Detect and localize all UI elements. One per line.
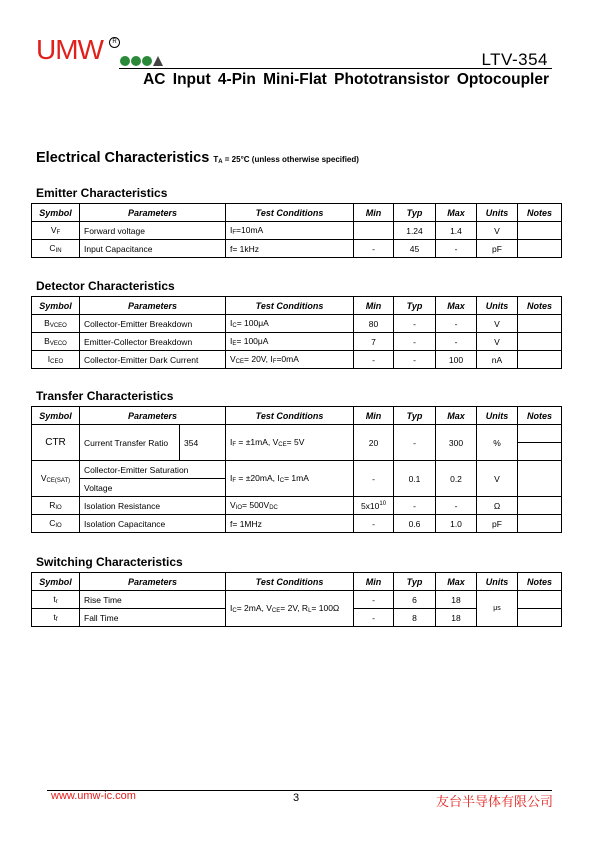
max-cell: 1.4 bbox=[436, 222, 477, 240]
table-header-row bbox=[32, 297, 562, 315]
parameter-cell: Collector-Emitter Saturation bbox=[80, 461, 226, 479]
col-conditions: Test Conditions bbox=[226, 297, 354, 315]
transfer-table bbox=[31, 406, 562, 533]
document-title: AC Input 4-Pin Mini-Flat Phototransistor Optocoupler bbox=[143, 71, 549, 88]
part-cell: 354 bbox=[180, 425, 226, 461]
symbol-cell: $I_{CEO}$ bbox=[32, 351, 80, 369]
min-cell: - bbox=[354, 351, 394, 369]
typ-cell: 1.24 bbox=[394, 222, 436, 240]
typ-cell: 6 bbox=[394, 591, 436, 609]
header-divider bbox=[119, 68, 552, 69]
symbol-cell: CTR bbox=[32, 425, 80, 461]
min-cell: 80 bbox=[354, 315, 394, 333]
units-cell: V bbox=[477, 461, 518, 497]
col-symbol: Symbol bbox=[32, 573, 80, 591]
registered-mark-icon: R bbox=[109, 37, 120, 48]
notes-cell bbox=[518, 351, 562, 369]
switching-table bbox=[31, 572, 562, 627]
notes-cell bbox=[518, 609, 562, 627]
col-max: Max bbox=[436, 204, 477, 222]
symbol-cell: $t_f$ bbox=[32, 609, 80, 627]
notes-cell bbox=[518, 497, 562, 515]
symbol-cell: $V_{CE(SAT)}$ bbox=[32, 461, 80, 497]
table-header-row bbox=[32, 204, 562, 222]
parameter-cell: Current Transfer Ratio bbox=[80, 425, 180, 461]
min-cell: - bbox=[354, 591, 394, 609]
max-cell: 300 bbox=[436, 425, 477, 461]
symbol-cell: $V_F$ bbox=[32, 222, 80, 240]
units-cell: pF bbox=[477, 240, 518, 258]
transfer-heading: Transfer Characteristics bbox=[36, 389, 174, 403]
esd-warning-icon bbox=[153, 56, 163, 66]
table-row bbox=[32, 461, 562, 479]
notes-cell bbox=[518, 425, 562, 443]
company-logo: UMW bbox=[36, 34, 103, 65]
electrical-heading bbox=[36, 150, 359, 166]
certification-icons bbox=[120, 56, 163, 66]
pb-free-icon bbox=[131, 56, 141, 66]
notes-cell bbox=[518, 443, 562, 461]
rohs-icon bbox=[120, 56, 130, 66]
typ-cell: - bbox=[394, 497, 436, 515]
parameter-cell: Isolation Resistance bbox=[80, 497, 226, 515]
temperature-condition: $T_A = 25^\circ C$ (unless otherwise specified) bbox=[213, 155, 359, 165]
symbol-cell: $t_r$ bbox=[32, 591, 80, 609]
units-cell: nA bbox=[477, 351, 518, 369]
notes-cell bbox=[518, 591, 562, 609]
min-cell: 20 bbox=[354, 425, 394, 461]
symbol-cell: $R_{IO}$ bbox=[32, 497, 80, 515]
condition-cell: $I_C= 2mA$, $V_{CE}= 2V$, $R_L= 100\Omega$ bbox=[226, 591, 354, 627]
min-cell: - bbox=[354, 240, 394, 258]
notes-cell bbox=[518, 222, 562, 240]
col-symbol: Symbol bbox=[32, 204, 80, 222]
condition-cell: $I_F=10mA$ bbox=[226, 222, 354, 240]
parameter-cell: Input Capacitance bbox=[80, 240, 226, 258]
col-max: Max bbox=[436, 407, 477, 425]
col-typ: Typ bbox=[394, 407, 436, 425]
table-row bbox=[32, 315, 562, 333]
condition-cell: $V_{CE}= 20V$, $I_F=0mA$ bbox=[226, 351, 354, 369]
max-cell: - bbox=[436, 240, 477, 258]
table-row bbox=[32, 351, 562, 369]
table-header-row bbox=[32, 573, 562, 591]
condition-cell: $I_F = \pm 20mA$, $I_C= 1mA$ bbox=[226, 461, 354, 497]
page-number: 3 bbox=[293, 792, 300, 804]
max-cell: 0.2 bbox=[436, 461, 477, 497]
max-cell: 100 bbox=[436, 351, 477, 369]
symbol-cell: $C_{IN}$ bbox=[32, 240, 80, 258]
parameter-cell: Emitter-Collector Breakdown bbox=[80, 333, 226, 351]
col-units: Units bbox=[477, 204, 518, 222]
table-row bbox=[32, 222, 562, 240]
website-link[interactable]: www.umw-ic.com bbox=[51, 790, 136, 802]
detector-table bbox=[31, 296, 562, 369]
units-cell: pF bbox=[477, 515, 518, 533]
col-parameters: Parameters bbox=[80, 204, 226, 222]
halogen-free-icon bbox=[142, 56, 152, 66]
emitter-table bbox=[31, 203, 562, 258]
typ-cell: 8 bbox=[394, 609, 436, 627]
units-cell: V bbox=[477, 315, 518, 333]
notes-cell bbox=[518, 240, 562, 258]
col-parameters: Parameters bbox=[80, 573, 226, 591]
typ-cell: - bbox=[394, 315, 436, 333]
col-units: Units bbox=[477, 297, 518, 315]
col-min: Min bbox=[354, 407, 394, 425]
col-notes: Notes bbox=[518, 297, 562, 315]
col-parameters: Parameters bbox=[80, 407, 226, 425]
typ-cell: - bbox=[394, 351, 436, 369]
units-cell: V bbox=[477, 222, 518, 240]
condition-cell: $V_{IO}= 500V_{DC}$ bbox=[226, 497, 354, 515]
company-name: 友台半导体有限公司 bbox=[435, 795, 553, 810]
col-notes: Notes bbox=[518, 407, 562, 425]
units-cell: % bbox=[477, 425, 518, 461]
parameter-cell: Forward voltage bbox=[80, 222, 226, 240]
col-parameters: Parameters bbox=[80, 297, 226, 315]
col-typ: Typ bbox=[394, 204, 436, 222]
min-cell: - bbox=[354, 461, 394, 497]
parameter-cell: Fall Time bbox=[80, 609, 226, 627]
units-cell: μs bbox=[477, 591, 518, 627]
notes-cell bbox=[518, 461, 562, 497]
condition-cell: $I_C= 100\mu A$ bbox=[226, 315, 354, 333]
col-min: Min bbox=[354, 573, 394, 591]
parameter-cell: Voltage bbox=[80, 479, 226, 497]
parameter-cell: Isolation Capacitance bbox=[80, 515, 226, 533]
col-max: Max bbox=[436, 573, 477, 591]
electrical-heading-text: Electrical Characteristics bbox=[36, 150, 210, 166]
max-cell: - bbox=[436, 315, 477, 333]
min-cell bbox=[354, 222, 394, 240]
parameter-cell: Rise Time bbox=[80, 591, 226, 609]
col-typ: Typ bbox=[394, 573, 436, 591]
parameter-cell: Collector-Emitter Breakdown bbox=[80, 315, 226, 333]
notes-cell bbox=[518, 315, 562, 333]
table-row bbox=[32, 333, 562, 351]
col-symbol: Symbol bbox=[32, 297, 80, 315]
col-units: Units bbox=[477, 407, 518, 425]
col-notes: Notes bbox=[518, 573, 562, 591]
table-row bbox=[32, 240, 562, 258]
col-min: Min bbox=[354, 204, 394, 222]
typ-cell: - bbox=[394, 425, 436, 461]
units-cell: V bbox=[477, 333, 518, 351]
notes-cell bbox=[518, 515, 562, 533]
table-header-row bbox=[32, 407, 562, 425]
max-cell: 18 bbox=[436, 591, 477, 609]
condition-cell: f= 1kHz bbox=[226, 240, 354, 258]
table-row bbox=[32, 591, 562, 609]
notes-cell bbox=[518, 333, 562, 351]
parameter-cell: Collector-Emitter Dark Current bbox=[80, 351, 226, 369]
units-cell: Ω bbox=[477, 497, 518, 515]
col-conditions: Test Conditions bbox=[226, 407, 354, 425]
table-row bbox=[32, 497, 562, 515]
condition-cell: f= 1MHz bbox=[226, 515, 354, 533]
emitter-heading: Emitter Characteristics bbox=[36, 186, 168, 200]
col-conditions: Test Conditions bbox=[226, 204, 354, 222]
max-cell: 1.0 bbox=[436, 515, 477, 533]
table-row bbox=[32, 515, 562, 533]
part-number: LTV-354 bbox=[481, 50, 548, 69]
max-cell: - bbox=[436, 497, 477, 515]
typ-cell: 45 bbox=[394, 240, 436, 258]
col-conditions: Test Conditions bbox=[226, 573, 354, 591]
col-min: Min bbox=[354, 297, 394, 315]
min-cell: - bbox=[354, 609, 394, 627]
table-row bbox=[32, 425, 562, 443]
max-cell: - bbox=[436, 333, 477, 351]
min-cell: 7 bbox=[354, 333, 394, 351]
symbol-cell: $B_{VECO}$ bbox=[32, 333, 80, 351]
col-symbol: Symbol bbox=[32, 407, 80, 425]
min-cell: $5x10^{10}$ bbox=[354, 497, 394, 515]
typ-cell: 0.6 bbox=[394, 515, 436, 533]
symbol-cell: $B_{VCEO}$ bbox=[32, 315, 80, 333]
condition-cell: $I_F = \pm 1mA$, $V_{CE}= 5V$ bbox=[226, 425, 354, 461]
typ-cell: 0.1 bbox=[394, 461, 436, 497]
col-max: Max bbox=[436, 297, 477, 315]
typ-cell: - bbox=[394, 333, 436, 351]
min-cell: - bbox=[354, 515, 394, 533]
max-cell: 18 bbox=[436, 609, 477, 627]
detector-heading: Detector Characteristics bbox=[36, 279, 175, 293]
condition-cell: $I_E= 100\mu A$ bbox=[226, 333, 354, 351]
col-typ: Typ bbox=[394, 297, 436, 315]
col-units: Units bbox=[477, 573, 518, 591]
col-notes: Notes bbox=[518, 204, 562, 222]
symbol-cell: $C_{IO}$ bbox=[32, 515, 80, 533]
switching-heading: Switching Characteristics bbox=[36, 555, 183, 569]
